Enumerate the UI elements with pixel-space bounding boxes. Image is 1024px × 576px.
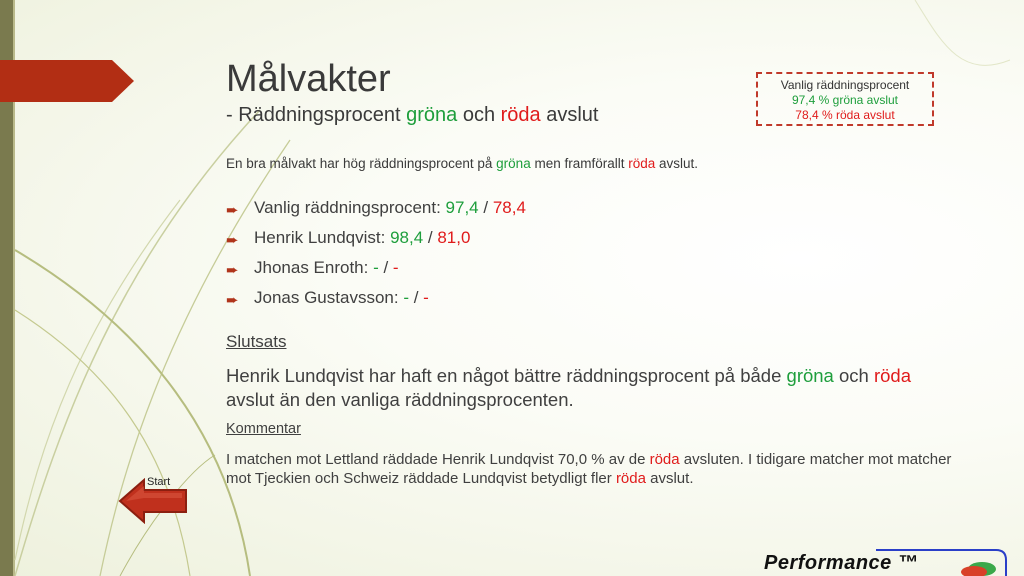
back-arrow-icon [120,480,186,522]
info-box-red-value: 78,4 % röda avslut [795,108,895,122]
info-box-heading: Vanlig räddningsprocent [780,78,910,92]
conclusion-heading: Slutsats [226,332,287,351]
comment-text: I matchen mot Lettland räddade Henrik Lundqvist 70,0 % av de röda avsluten. I tidigare matcher mot matcher mot Tjeckien och Schweiz räddade Lundqvist betydligt fler röda avslut. [226,451,952,487]
performance-logo-text: Performance ™ [764,552,919,574]
page-title: Målvakter [226,58,391,100]
list-item: ➨ Jhonas Enroth: - / - [226,256,526,286]
page-subtitle: - Räddningsprocent gröna och röda avslut [226,104,599,126]
goalie-stats-list [226,196,526,316]
list-item: ➨ Jonas Gustavsson: - / - [226,286,526,316]
list-item: ➨ Vanlig räddningsprocent: 97,4 / 78,4 [226,196,526,226]
intro-text: En bra målvakt har hög räddningsprocent på gröna men framförallt röda avslut. [226,156,699,171]
start-button[interactable] [118,478,188,524]
title-arrow-tab [0,60,134,102]
arrow-bullet-icon: ➨ [226,292,239,309]
conclusion-text: Henrik Lundqvist har haft en något bättre räddningsprocent på både gröna och röda avslut än den vanliga räddningsprocenten. [226,365,911,410]
arrow-bullet-icon: ➨ [226,202,239,219]
start-label: Start [147,476,171,488]
comment-heading: Kommentar [226,421,301,437]
info-box-green-value: 97,4 % gröna avslut [791,93,899,107]
arrow-bullet-icon: ➨ [226,262,239,279]
info-box [756,72,934,126]
arrow-bullet-icon: ➨ [226,232,239,249]
list-item: ➨ Henrik Lundqvist: 98,4 / 81,0 [226,226,526,256]
